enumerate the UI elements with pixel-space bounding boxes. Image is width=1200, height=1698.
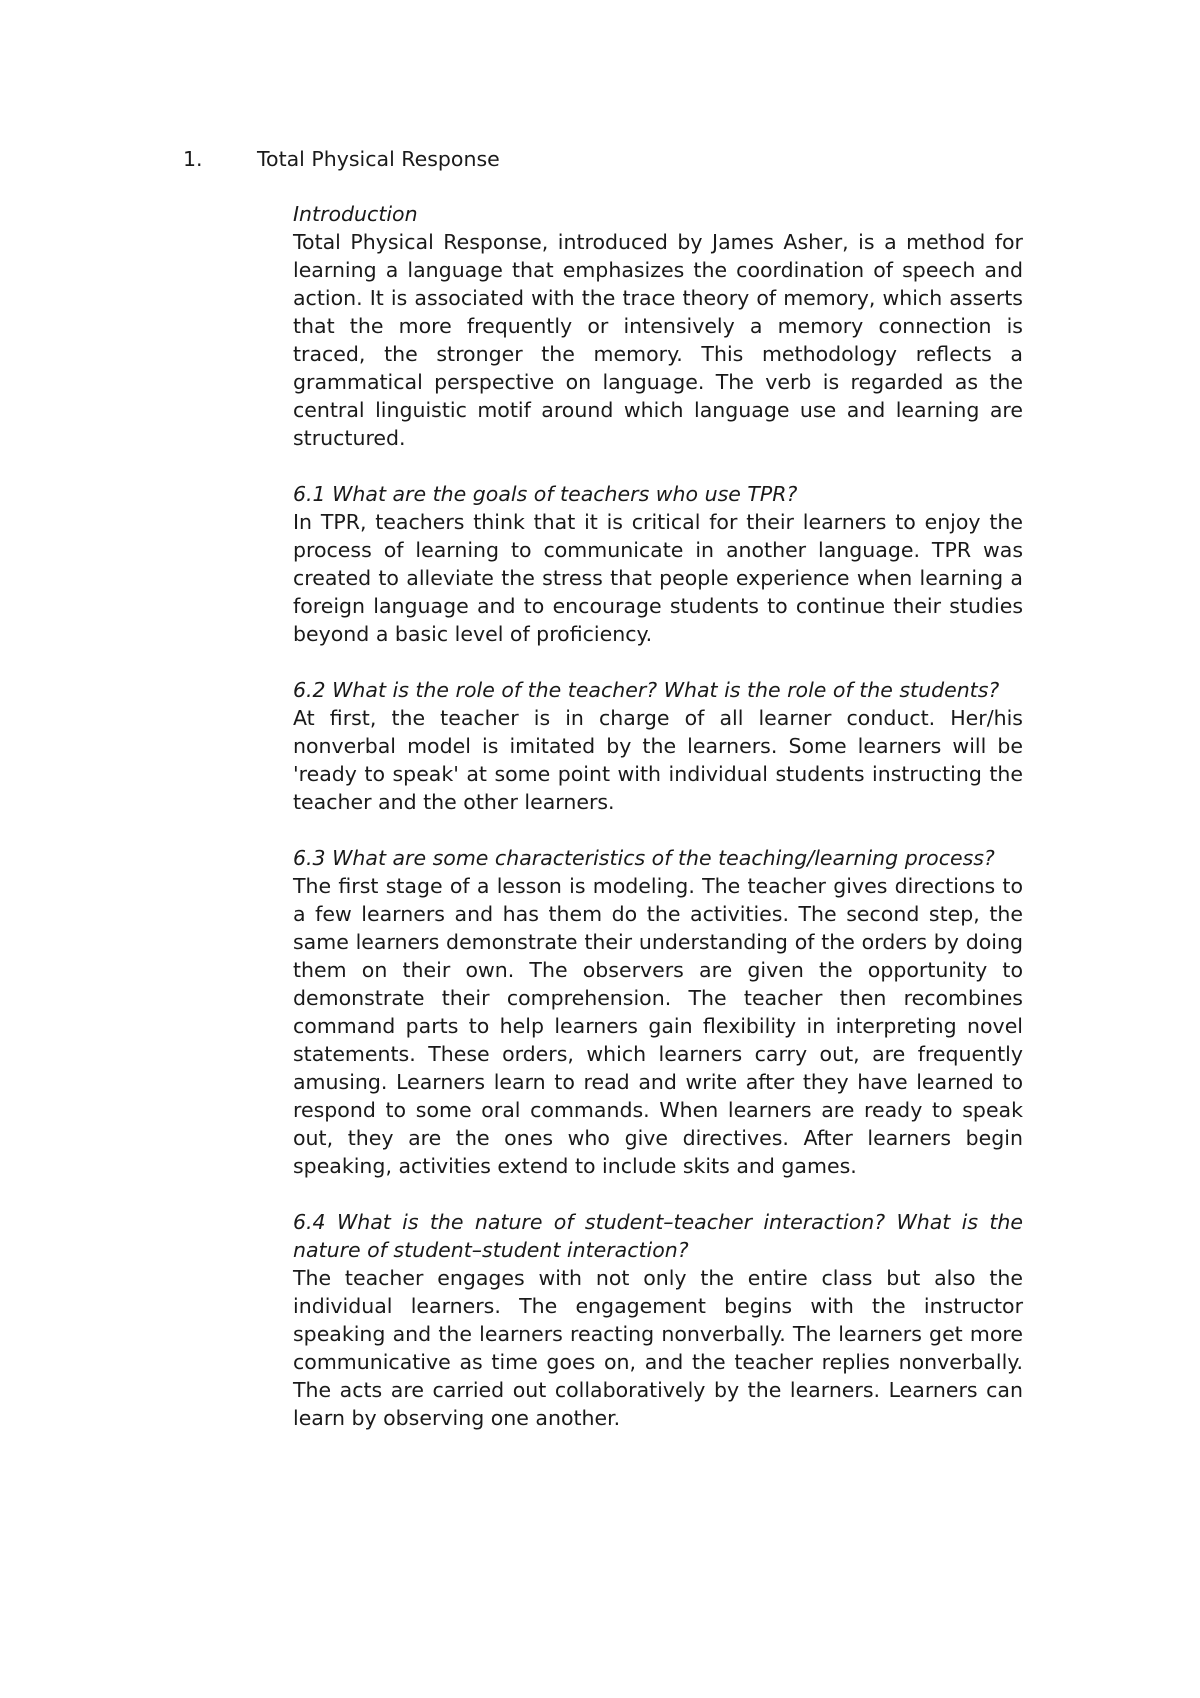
section-title: Introduction — [293, 202, 418, 226]
section-body: The first stage of a lesson is modeling. The teacher gives directions to a few learners and has them do the activities. The second step, the same learners demonstrate their understanding of the orders by doing them on their own. The observers are given the opportunity to demonstrate their comprehension. The teacher then recombines command parts to help learners gain flexibility in interpreting novel statements. These orders, which learners carry out, are frequently amusing. Learners learn to read and write after they have learned to respond to some oral commands. When learners are ready to speak out, they are the ones who give directives. After learners begin speaking, activities extend to include skits and games. — [293, 874, 1023, 1178]
section-body: At first, the teacher is in charge of all learner conduct. Her/his nonverbal model is imitated by the learners. Some learners will be 'ready to speak' at some point with individual students instructing the teacher and the other learners. — [293, 706, 1023, 814]
section-6-4 — [293, 1208, 1023, 1432]
section-title: 6.3 What are some characteristics of the teaching/learning process? — [293, 846, 995, 870]
document-content — [293, 200, 1023, 1460]
section-introduction — [293, 200, 1023, 452]
section-6-2 — [293, 676, 1023, 816]
heading-title: Total Physical Response — [257, 147, 500, 171]
heading-number: 1. — [183, 147, 203, 171]
section-6-1 — [293, 480, 1023, 648]
section-6-3 — [293, 844, 1023, 1180]
section-body: Total Physical Response, introduced by James Asher, is a method for learning a language that emphasizes the coordination of speech and action. It is associated with the trace theory of memory, which asserts that the more frequently or intensively a memory connection is traced, the stronger the memory. This methodology reflects a grammatical perspective on language. The verb is regarded as the central linguistic motif around which language use and learning are structured. — [293, 230, 1023, 450]
section-body: The teacher engages with not only the entire class but also the individual learners. The engagement begins with the instructor speaking and the learners reacting nonverbally. The learners get more communicative as time goes on, and the teacher replies nonverbally. The acts are carried out collaboratively by the learners. Learners can learn by observing one another. — [293, 1266, 1023, 1430]
section-title: 6.4 What is the nature of student–teacher interaction? What is the nature of student–student interaction? — [293, 1210, 1023, 1262]
section-title: 6.2 What is the role of the teacher? What is the role of the students? — [293, 678, 1000, 702]
section-body: In TPR, teachers think that it is critical for their learners to enjoy the process of learning to communicate in another language. TPR was created to alleviate the stress that people experience when learning a foreign language and to encourage students to continue their studies beyond a basic level of proficiency. — [293, 510, 1023, 646]
section-title: 6.1 What are the goals of teachers who use TPR? — [293, 482, 798, 506]
section-heading — [183, 145, 500, 173]
